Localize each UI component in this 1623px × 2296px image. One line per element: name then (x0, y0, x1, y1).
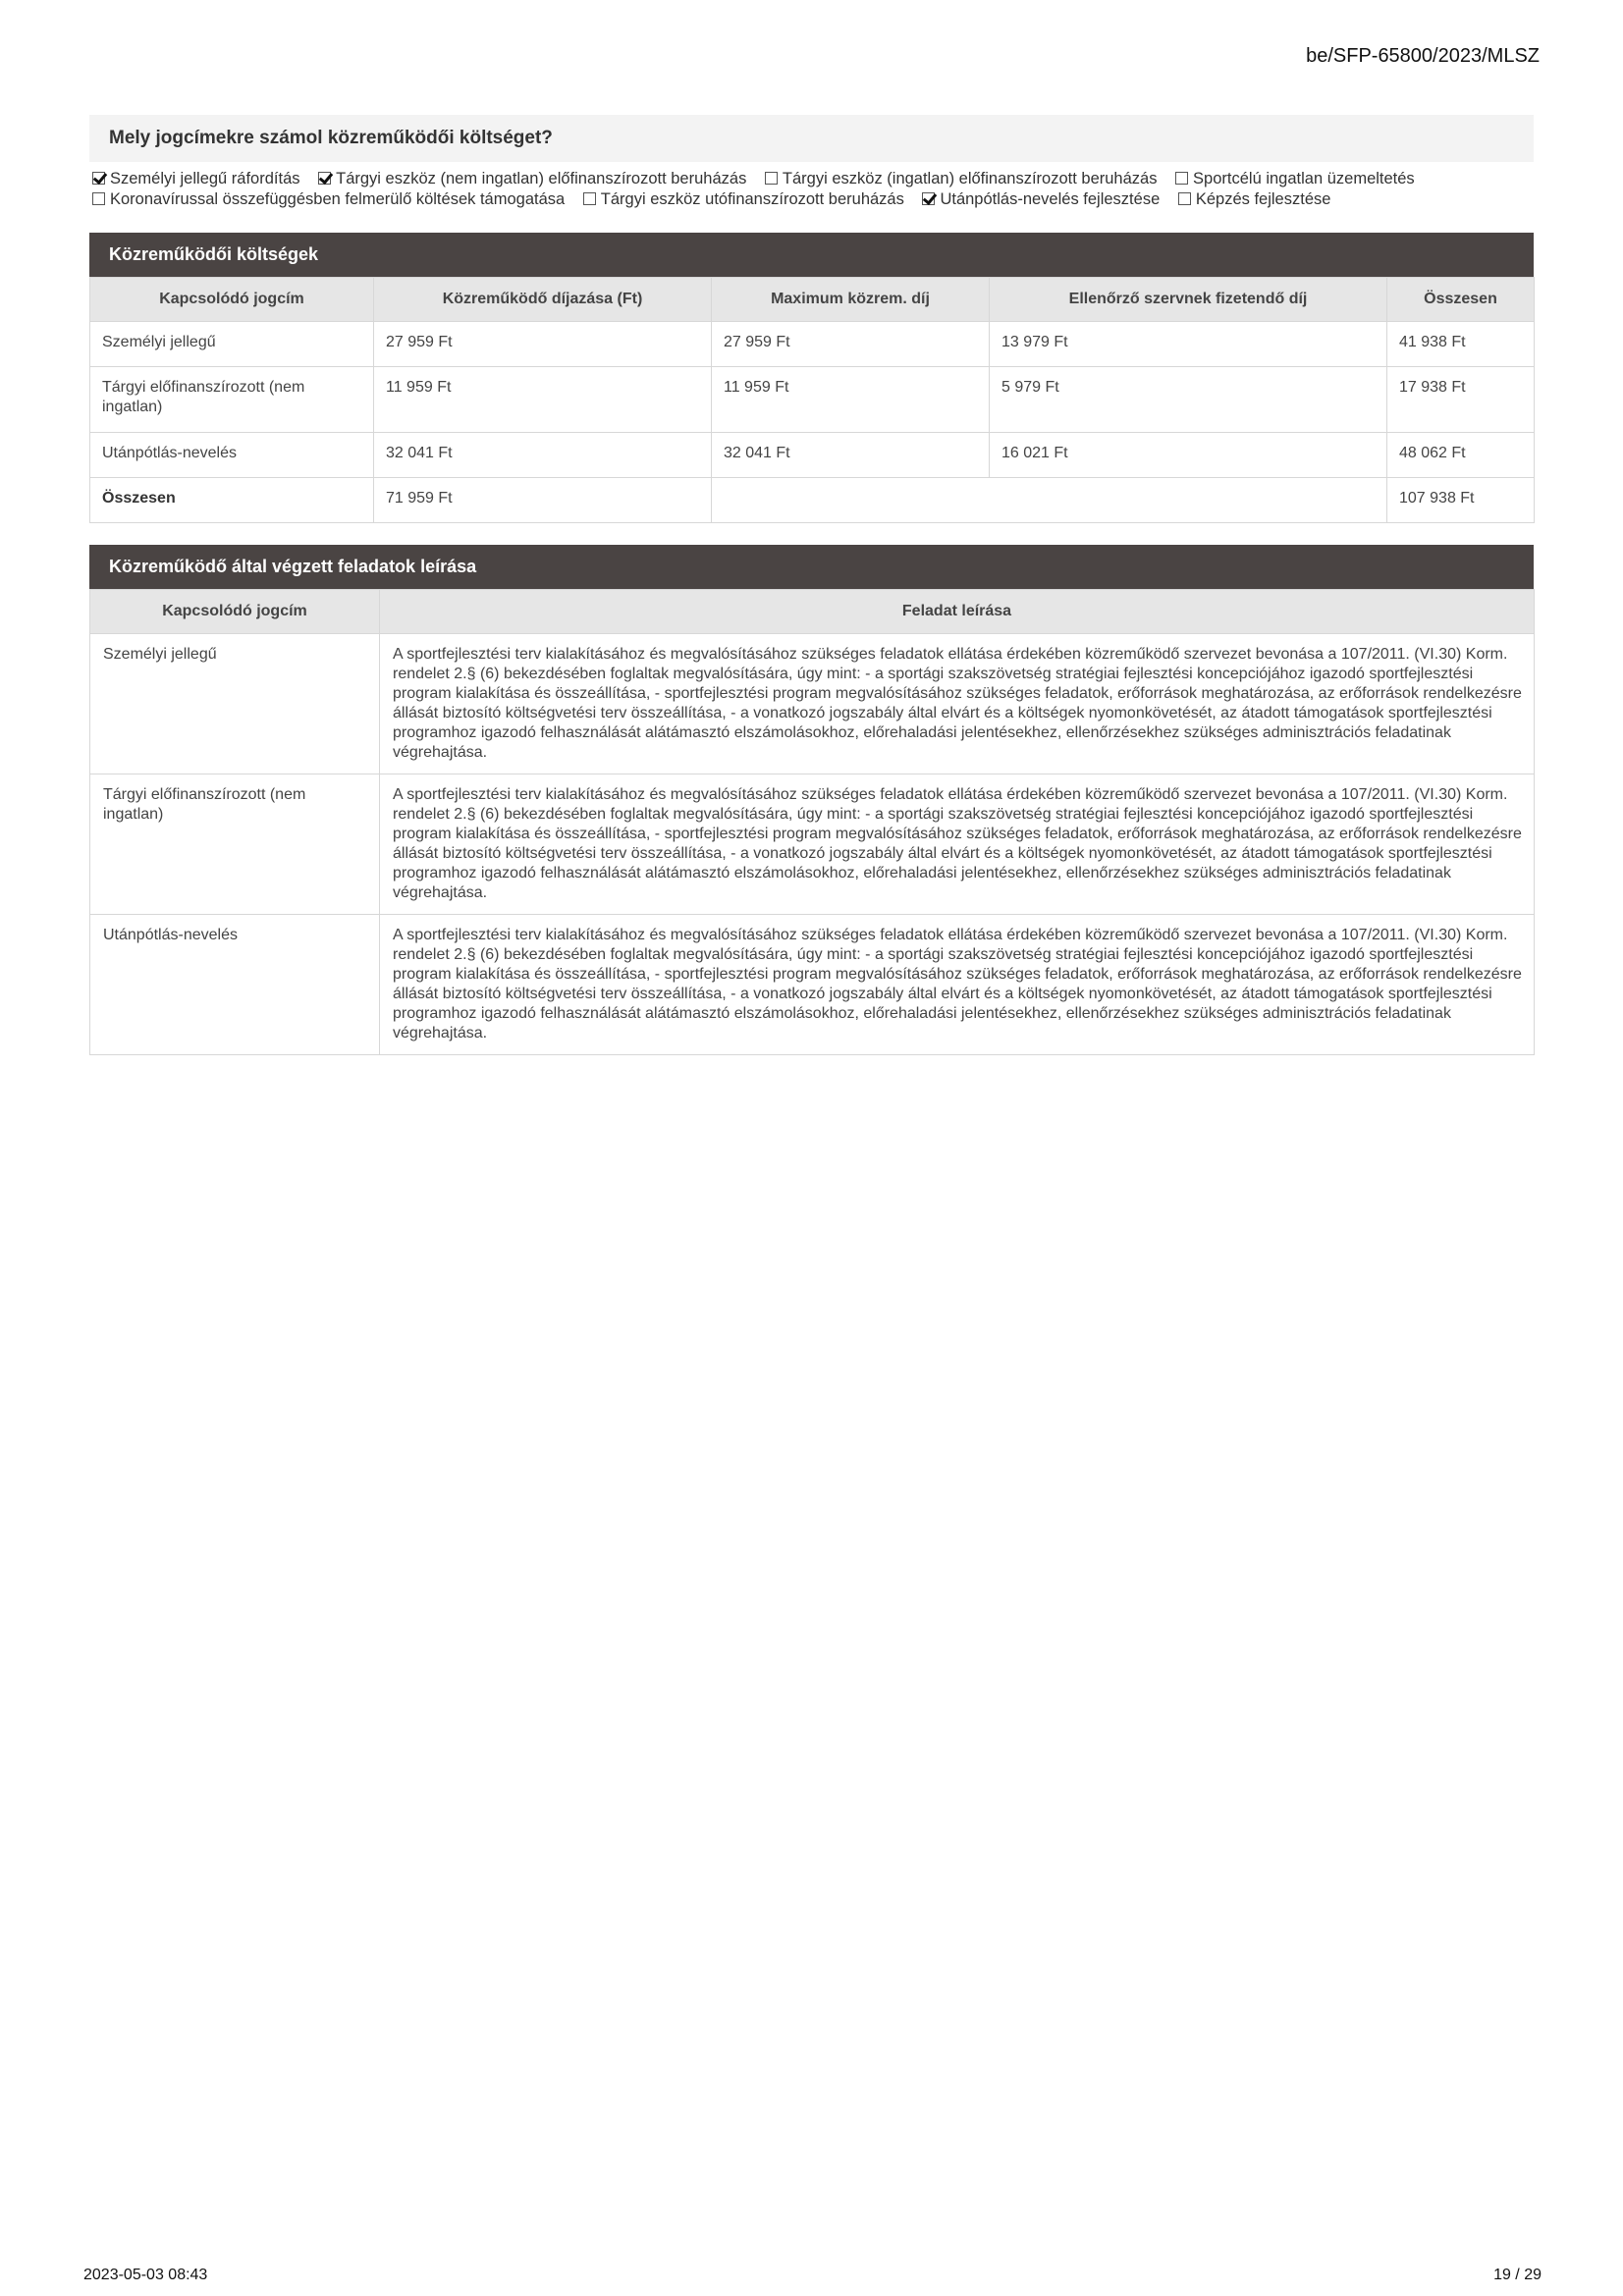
table-row (90, 774, 1535, 915)
checkbox-kepzes-fejlesztese[interactable] (1178, 189, 1331, 210)
checkbox-icon[interactable] (922, 192, 935, 205)
column-header: Feladat leírása (380, 590, 1535, 634)
checkbox-group (92, 169, 1545, 210)
checkbox-koronavirus[interactable] (92, 189, 565, 210)
column-header: Kapcsolódó jogcím (90, 590, 380, 634)
costs-section-header: Közreműködői költségek (89, 233, 1534, 277)
table-row (90, 915, 1535, 1055)
checkbox-icon[interactable] (318, 172, 331, 185)
column-header: Közreműködő díjazása (Ft) (374, 278, 712, 322)
cell-dijazas: 32 041 Ft (374, 433, 712, 478)
column-header: Ellenőrző szervnek fizetendő díj (990, 278, 1387, 322)
checkbox-targyi-utofinanszirozott[interactable] (583, 189, 904, 210)
question-heading: Mely jogcímekre számol közreműködői költséget? (89, 115, 1534, 162)
column-header: Kapcsolódó jogcím (90, 278, 374, 322)
cell-dijazas: 27 959 Ft (374, 322, 712, 367)
checkbox-sportcelu-ingatlan[interactable] (1175, 169, 1415, 189)
total-osszesen: 107 938 Ft (1387, 478, 1535, 523)
table-header-row (90, 590, 1535, 634)
cell-jogcim: Személyi jellegű (90, 634, 380, 774)
cell-osszesen: 17 938 Ft (1387, 367, 1535, 433)
total-dijazas: 71 959 Ft (374, 478, 712, 523)
checkbox-label: Utánpótlás-nevelés fejlesztése (940, 190, 1161, 208)
cell-jogcim: Tárgyi előfinanszírozott (nem ingatlan) (90, 774, 380, 915)
checkbox-label: Személyi jellegű ráfordítás (110, 170, 300, 187)
table-row (90, 322, 1535, 367)
cell-maximum: 27 959 Ft (712, 322, 990, 367)
cell-osszesen: 48 062 Ft (1387, 433, 1535, 478)
costs-table (89, 277, 1535, 523)
checkbox-icon[interactable] (583, 192, 596, 205)
cell-jogcim: Utánpótlás-nevelés (90, 915, 380, 1055)
table-row (90, 433, 1535, 478)
checkbox-icon[interactable] (1175, 172, 1188, 185)
cell-ellenorzo: 16 021 Ft (990, 433, 1387, 478)
cell-leiras: A sportfejlesztési terv kialakításához és megvalósításához szükséges feladatok ellátása érdekében közreműködő szervezet bevonása a 107/2011. (VI.30) Korm. rendelet 2.§ (6) bekezdésében foglaltak megvalósítására, úgy mint: - a sportági szakszövetség stratégiai fejlesztési koncepciójához igazodó sportfejlesztési program kialakítása és összeállítása, - sportfejlesztési program megvalósításához szükséges feladatok, erőforrások meghatározása, az erőforrások rendelkezésre állását biztosító költségvetési terv összeállítása, - a vonatkozó jogszabály által elvárt és a költségek nyomonkövetését, az átadott támogatások sportfejlesztési programhoz igazodó felhasználását alátámasztó elszámolásokhoz, előrehaladási jelentésekhez, ellenőrzésekhez szükséges adminisztrációs feladatinak végrehajtása. (380, 774, 1535, 915)
cell-maximum: 32 041 Ft (712, 433, 990, 478)
column-header: Összesen (1387, 278, 1535, 322)
table-row (90, 634, 1535, 774)
checkbox-label: Sportcélú ingatlan üzemeltetés (1193, 170, 1415, 187)
checkbox-label: Tárgyi eszköz (ingatlan) előfinanszírozott beruházás (782, 170, 1158, 187)
checkbox-szemelyi-jellegu[interactable] (92, 169, 300, 189)
cell-ellenorzo: 13 979 Ft (990, 322, 1387, 367)
checkbox-targyi-ingatlan[interactable] (765, 169, 1158, 189)
checkbox-row (92, 169, 1545, 189)
checkbox-targyi-nem-ingatlan[interactable] (318, 169, 746, 189)
cell-leiras: A sportfejlesztési terv kialakításához és megvalósításához szükséges feladatok ellátása érdekében közreműködő szervezet bevonása a 107/2011. (VI.30) Korm. rendelet 2.§ (6) bekezdésében foglaltak megvalósítására, úgy mint: - a sportági szakszövetség stratégiai fejlesztési koncepciójához igazodó sportfejlesztési program kialakítása és összeállítása, - sportfejlesztési program megvalósításához szükséges feladatok, erőforrások meghatározása, az erőforrások rendelkezésre állását biztosító költségvetési terv összeállítása, - a vonatkozó jogszabály által elvárt és a költségek nyomonkövetését, az átadott támogatások sportfejlesztési programhoz igazodó felhasználását alátámasztó elszámolásokhoz, előrehaladási jelentésekhez, ellenőrzésekhez szükséges adminisztrációs feladatinak végrehajtása. (380, 915, 1535, 1055)
checkbox-label: Tárgyi eszköz (nem ingatlan) előfinanszírozott beruházás (336, 170, 747, 187)
checkbox-utanpotlas-neveles[interactable] (922, 189, 1160, 210)
cell-jogcim: Személyi jellegű (90, 322, 374, 367)
cell-maximum: 11 959 Ft (712, 367, 990, 433)
cell-jogcim: Tárgyi előfinanszírozott (nem ingatlan) (90, 367, 374, 433)
checkbox-label: Tárgyi eszköz utófinanszírozott beruházás (600, 190, 904, 208)
total-label: Összesen (90, 478, 374, 523)
tasks-table (89, 589, 1535, 1055)
checkbox-icon[interactable] (1178, 192, 1191, 205)
cell-dijazas: 11 959 Ft (374, 367, 712, 433)
cell-ellenorzo: 5 979 Ft (990, 367, 1387, 433)
checkbox-icon[interactable] (92, 192, 105, 205)
table-row (90, 367, 1535, 433)
document-id: be/SFP-65800/2023/MLSZ (1306, 45, 1540, 67)
checkbox-label: Képzés fejlesztése (1195, 190, 1331, 208)
footer-timestamp: 2023-05-03 08:43 (83, 2267, 208, 2283)
tasks-section-header: Közreműködő által végzett feladatok leírása (89, 545, 1534, 589)
footer-page-number: 19 / 29 (1493, 2267, 1542, 2283)
checkbox-icon[interactable] (92, 172, 105, 185)
cell-leiras: A sportfejlesztési terv kialakításához és megvalósításához szükséges feladatok ellátása érdekében közreműködő szervezet bevonása a 107/2011. (VI.30) Korm. rendelet 2.§ (6) bekezdésében foglaltak megvalósítására, úgy mint: - a sportági szakszövetség stratégiai fejlesztési koncepciójához igazodó sportfejlesztési program kialakítása és összeállítása, - sportfejlesztési program megvalósításához szükséges feladatok, erőforrások meghatározása, az erőforrások rendelkezésre állását biztosító költségvetési terv összeállítása, - a vonatkozó jogszabály által elvárt és a költségek nyomonkövetését, az átadott támogatások sportfejlesztési programhoz igazodó felhasználását alátámasztó elszámolásokhoz, előrehaladási jelentésekhez, ellenőrzésekhez szükséges adminisztrációs feladatinak végrehajtása. (380, 634, 1535, 774)
column-header: Maximum közrem. díj (712, 278, 990, 322)
cell-jogcim: Utánpótlás-nevelés (90, 433, 374, 478)
checkbox-icon[interactable] (765, 172, 778, 185)
checkbox-row (92, 189, 1545, 210)
total-row (90, 478, 1535, 523)
checkbox-label: Koronavírussal összefüggésben felmerülő költések támogatása (110, 190, 566, 208)
table-header-row (90, 278, 1535, 322)
total-empty-cell (712, 478, 1387, 523)
cell-osszesen: 41 938 Ft (1387, 322, 1535, 367)
